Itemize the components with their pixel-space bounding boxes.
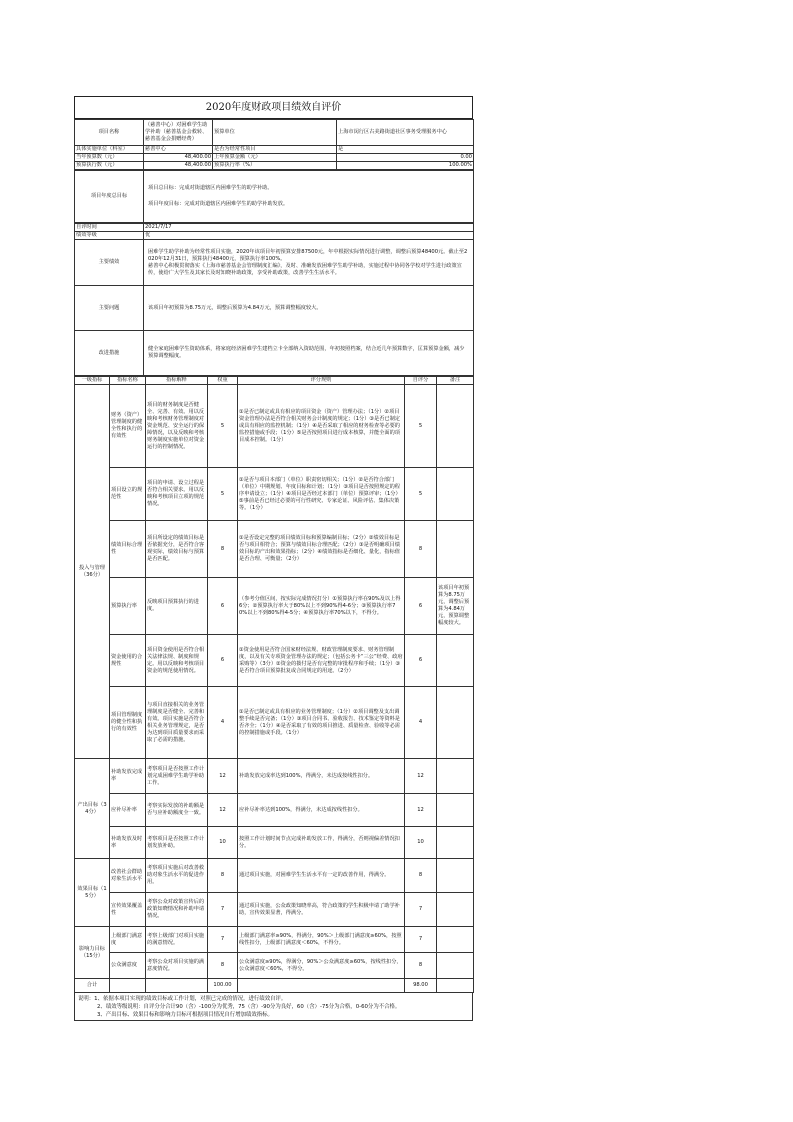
indicator-name: 项目设立的规范性 <box>110 468 146 521</box>
indicator-header-row <box>75 377 474 385</box>
indicator-name: 改善社会群助对象生活水平 <box>110 859 146 893</box>
indicator-explain: 考察项目实施后对改善救助对象生活水平的促进作用。 <box>146 859 208 893</box>
evaluation-document <box>74 96 473 1021</box>
indicator-score: 5 <box>405 385 437 468</box>
measure-label: 改进措施 <box>75 331 144 376</box>
indicator-name: 补助发放完成率 <box>110 759 146 794</box>
indicator-weight: 5 <box>208 468 238 521</box>
indicator-score: 8 <box>405 953 437 979</box>
table-row <box>75 687 474 759</box>
total-row <box>75 979 474 993</box>
goal-label: 项目年度总目标 <box>75 171 144 223</box>
measure-value: 健全家庭困难学生资助体系，将家庭经济困难学生建档立卡全部纳入资助范围，年初按照档案，结合近几年预算数字，匡算预算金额，减少预算调整幅度。 <box>144 331 474 376</box>
indicator-note <box>437 759 474 794</box>
problem-value: 该项目年初预算为8.75万元，调整后预算为4.84万元，预算调整幅度较大。 <box>144 286 474 331</box>
indicator-note <box>437 635 474 687</box>
indicator-rule: 应补尽补率达到100%，得满分，未达成按线性扣分。 <box>238 794 405 827</box>
group-name: 效果目标（15分） <box>75 859 110 927</box>
indicator-explain: 反映项目预算执行的进度。 <box>146 578 208 635</box>
goal-line-1: 项目总目标：完成对街道辖区内困难学生的助学补助。 <box>148 185 273 192</box>
project-name-value: （慈善中心）对困难学生助学补助（慈善基金会救转、慈善基金会捐赠经费） <box>144 120 213 146</box>
indicator-score: 12 <box>405 759 437 794</box>
indicator-name: 宣传效果覆盖性 <box>110 893 146 927</box>
indicator-note <box>437 953 474 979</box>
col-header-weight: 权重 <box>208 377 238 385</box>
goal-line-2: 项目年度目标：完成对街道辖区内困难学生的助学补助发放。 <box>148 201 289 208</box>
prev-budget-label: 上年预算金额（元） <box>213 154 337 162</box>
indicator-explain: 考察实际发放的补助额是否与应补助额度全一致。 <box>146 794 208 827</box>
indicator-explain: 项目的财务制度是否健全、完善、有效。用以反映和考核财务管理制度对资金规范、安全运行的保障情况，以及反映和考核财务制度实施单位对资金运行的控制情况。 <box>146 385 208 468</box>
main-perf-value: 困难学生助学补助为经常性项目实施，2020年该项目年初预算安排87500元，年中根据实际情况进行调整，调整后预算48400元。截止至2020年12月31日，预算执行48400元，预算执行率100%。 慈善中心积极贯彻落实《上海市慈善基金会管理制度汇编》，及时、准确发放困难学生助学补助，实施过程中协同各学校对学生进行政策宣传，使给广大学生及其家长及时知晓补助政策，享受补助政策，改善学生生活水平。 <box>144 240 474 286</box>
indicator-weight: 12 <box>208 759 238 794</box>
indicator-rule: 公众满意度≥90%，得满分，90%＞公众满意度≥60%，按线性扣分，公众满意度＜60%，不得分。 <box>238 953 405 979</box>
table-row <box>75 927 474 953</box>
eval-time-value: 2021/7/17 <box>144 224 474 232</box>
indicator-score: 6 <box>405 578 437 635</box>
indicator-note <box>437 859 474 893</box>
exec-amount-label: 预算执行数（元） <box>75 162 144 170</box>
table-row <box>75 759 474 794</box>
total-empty-note <box>437 979 474 993</box>
indicator-score: 5 <box>405 468 437 521</box>
document-title: 2020年度财政项目绩效自评价 <box>74 96 473 119</box>
indicator-weight: 4 <box>208 687 238 759</box>
indicator-weight: 7 <box>208 927 238 953</box>
budget-unit-label: 预算单位 <box>213 120 337 146</box>
indicator-rule: ①是否设定完整的项目绩效目标和预算编制目标；（2分）②绩效目标是否与项目相符合；预算与绩效目标合理匹配；（2分）③是否明确项目绩效目标的产出和效果指标；（2分）④绩效指标是否细化、量化，指标值是否合理、可衡量；（2分） <box>238 521 405 578</box>
continuing-value: 是 <box>337 146 474 154</box>
indicator-note <box>437 521 474 578</box>
total-label: 合计 <box>75 979 110 993</box>
indicator-rule: 通过项目实施，对困难学生生活水平有一定的改善作用，得满分。 <box>238 859 405 893</box>
col-header-explain: 指标解释 <box>146 377 208 385</box>
exec-rate-value: 100.00% <box>337 162 474 170</box>
table-row <box>75 794 474 827</box>
table-row <box>75 468 474 521</box>
budget-unit-value: 上海市闵行区古美路街道社区事务受理服务中心 <box>337 120 474 146</box>
indicator-weight: 8 <box>208 859 238 893</box>
exec-rate-label: 预算执行率（%） <box>213 162 337 170</box>
table-row <box>75 827 474 859</box>
indicator-weight: 8 <box>208 953 238 979</box>
indicator-weight: 6 <box>208 635 238 687</box>
indicator-rule: ①资金使用是否符合国家财经法规、财政管理制度要求、财务管理制度，以及有关专项资金管理办法的规定；（包括公务卡“三公”经费、政府采购等）（3分）②资金的拨付是否有完整的审批程序和手续；（1分）③是否符合项目预算批复或合同规定的用途。（2分） <box>238 635 405 687</box>
indicator-weight: 8 <box>208 521 238 578</box>
indicator-rule: 按照工作计划时间节点完成补助发放工作，得满分，否则视偏差情况扣分。 <box>238 827 405 859</box>
table-row <box>75 635 474 687</box>
annual-budget-label: 当年预算数（元） <box>75 154 144 162</box>
total-empty-explain <box>146 979 208 993</box>
project-summary-table <box>74 170 474 223</box>
indicator-name: 预算执行率 <box>110 578 146 635</box>
total-weight: 100.00 <box>208 979 238 993</box>
indicator-weight: 6 <box>208 578 238 635</box>
total-empty-rule <box>238 979 405 993</box>
project-name-label: 项目名称 <box>75 120 144 146</box>
note-line-1: 说明：1、依据本项目实现的绩效目标或工作计划，对照已完成的情况，进行绩效自评。 <box>78 996 287 1003</box>
indicator-score: 12 <box>405 794 437 827</box>
indicator-name: 项目管理制度的健全性和执行的有效性 <box>110 687 146 759</box>
group-name: 影响力目标（15分） <box>75 927 110 979</box>
indicator-weight: 5 <box>208 385 238 468</box>
indicator-name: 补助发放及时率 <box>110 827 146 859</box>
indicator-table <box>74 376 474 993</box>
indicator-score: 8 <box>405 859 437 893</box>
indicator-explain: 考察项目是否按照工作计划完成困难学生助学补助工作。 <box>146 759 208 794</box>
total-empty-name <box>110 979 146 993</box>
indicator-name: 应补尽补率 <box>110 794 146 827</box>
project-info-table <box>74 119 474 170</box>
table-row <box>75 578 474 635</box>
indicator-explain: 项目的申请、设立过程是否符合相关要求。用以反映和考核项目立项的规范情况。 <box>146 468 208 521</box>
indicator-rule: ①是否与项目本部门（单位）职责密切相关；（1分）②是否符合部门（单位）中期规划、年度目标和计划；（1分）③项目是否按照规定的程序申请设立；（1分）④项目是否经过本部门（单位）预算评审；（1分）⑤事前是否已经过必要的可行性研究、专家论证、风险评估、集体决策等。（1分） <box>238 468 405 521</box>
indicator-explain: 考察公众对政策宣传后的政策知晓情况和补助申请情况。 <box>146 893 208 927</box>
indicator-score: 4 <box>405 687 437 759</box>
impl-unit-value: 慈善中心 <box>144 146 213 154</box>
indicator-score: 6 <box>405 635 437 687</box>
total-score: 98.00 <box>405 979 437 993</box>
indicator-weight: 12 <box>208 794 238 827</box>
indicator-name: 公众满意度 <box>110 953 146 979</box>
indicator-weight: 10 <box>208 827 238 859</box>
indicator-score: 8 <box>405 521 437 578</box>
indicator-rule: ①是否已制定或具有相应的项目资金（资产）管理办法；（1分）②项目资金管理办法是否符合相关财务会计制度的规定；（1分）③是否已制定或具有相应的监控机制；（1分）④是否采取了相应的财务检查等必要的监控措施或手段；（1分）⑤是否按照项目进行成本核算，并能全面的项目成本控制。（1分） <box>238 385 405 468</box>
col-header-rule: 评分规则 <box>238 377 405 385</box>
problem-label: 主要问题 <box>75 286 144 331</box>
indicator-name: 财务（资产）管理制度的健全性和执行的有效性 <box>110 385 146 468</box>
indicator-name: 上级部门满意度 <box>110 927 146 953</box>
indicator-explain: 考察上级部门对项目实施的满意情况。 <box>146 927 208 953</box>
table-row <box>75 893 474 927</box>
note-line-2: 2、绩效等级说明：自评分分合计90（含）-100分为优秀，75（含）-90分为良好，60（含）-75分为合格，0-60分为不合格。 <box>97 1003 401 1010</box>
indicator-name: 资金使用的合规性 <box>110 635 146 687</box>
annual-budget-value: 48,400.00 <box>144 154 213 162</box>
table-row <box>75 953 474 979</box>
note-line-3: 3、产出目标、效果目标和影响力目标可根据项目情况自行增加绩效指标。 <box>97 1011 273 1018</box>
table-row <box>75 521 474 578</box>
eval-time-label: 自评时间 <box>75 224 144 232</box>
group-name: 产出目标（34分） <box>75 759 110 859</box>
indicator-explain: 考察项目是否按照工作计划发放补助。 <box>146 827 208 859</box>
indicator-rule: 通过项目实施，公众政策知晓率高，符合政策的学生积极申请了助学补助，宣传效果显著，得满分。 <box>238 893 405 927</box>
col-header-note: 备注 <box>437 377 474 385</box>
indicator-score: 7 <box>405 927 437 953</box>
continuing-label: 是否为经常性项目 <box>213 146 337 154</box>
main-perf-label: 主要绩效 <box>75 240 144 286</box>
prev-budget-value: 0.00 <box>337 154 474 162</box>
indicator-explain: 项目所设定的绩效目标是否依据充分，是否符合客观实际，绩效目标与预算是否匹配。 <box>146 521 208 578</box>
col-header-level1: 一级指标 <box>75 377 110 385</box>
table-row <box>75 859 474 893</box>
indicator-explain: 项目资金使用是否符合相关法律法规、制度和规定。用以反映和考核项目资金的规范使用情况。 <box>146 635 208 687</box>
indicator-explain: 考察公众对项目实施的满意度情况。 <box>146 953 208 979</box>
indicator-weight: 7 <box>208 893 238 927</box>
indicator-rule: 补助发放完成率达到100%，得满分，未达成按线性扣分。 <box>238 759 405 794</box>
goal-cell <box>144 171 474 223</box>
indicator-explain: 与项目直接相关的业务管理制度是否健全、完善和有效。项目实施是否符合相关业务管理规定，是否为达到项目质量要求而采取了必需的措施。 <box>146 687 208 759</box>
indicator-note <box>437 893 474 927</box>
eval-time-table <box>74 223 474 376</box>
indicator-name: 绩效目标合理性 <box>110 521 146 578</box>
table-row <box>75 385 474 468</box>
impl-unit-label: 具体实施单位（科室） <box>75 146 144 154</box>
indicator-note <box>437 927 474 953</box>
exec-amount-value: 48,400.00 <box>144 162 213 170</box>
col-header-name: 指标名称 <box>110 377 146 385</box>
indicator-note <box>437 794 474 827</box>
grade-label: 绩效等级 <box>75 232 144 240</box>
indicator-rule: ①是否已制定或具有相应的业务管理制度；（1分）②项目调整及支出调整手续是否完备；（1分）③项目合同书、验收报告、技术鉴定等资料是否齐全；（1分）④是否采取了有效的项目推进、质量检查、验收等必需的控制措施或手段。（1分） <box>238 687 405 759</box>
notes <box>74 993 473 1020</box>
indicator-rule: （参考分值区间，按实际完成情况打分）①预算执行率在90%及以上得6分；②预算执行率大于80%以上不到90%得4-6分；③预算执行率70%以上不到80%得4-5分；④预算执行率70%以下，不得分。 <box>238 578 405 635</box>
indicator-rule: 上级部门满意率≥90%，得满分，90%＞上级部门满意度≥60%，按照线性扣分，上级部门满意度＜60%，不得分。 <box>238 927 405 953</box>
indicator-note <box>437 827 474 859</box>
indicator-note <box>437 385 474 468</box>
grade-value: 优 <box>144 232 474 240</box>
indicator-note: 该项目年初预算为8.75万元，调整后预算为4.84万元，预算调整幅度较大。 <box>437 578 474 635</box>
col-header-score: 自评分 <box>405 377 437 385</box>
indicator-score: 7 <box>405 893 437 927</box>
group-name: 投入与管理（36分） <box>75 385 110 759</box>
indicator-note <box>437 687 474 759</box>
indicator-note <box>437 468 474 521</box>
indicator-score: 10 <box>405 827 437 859</box>
